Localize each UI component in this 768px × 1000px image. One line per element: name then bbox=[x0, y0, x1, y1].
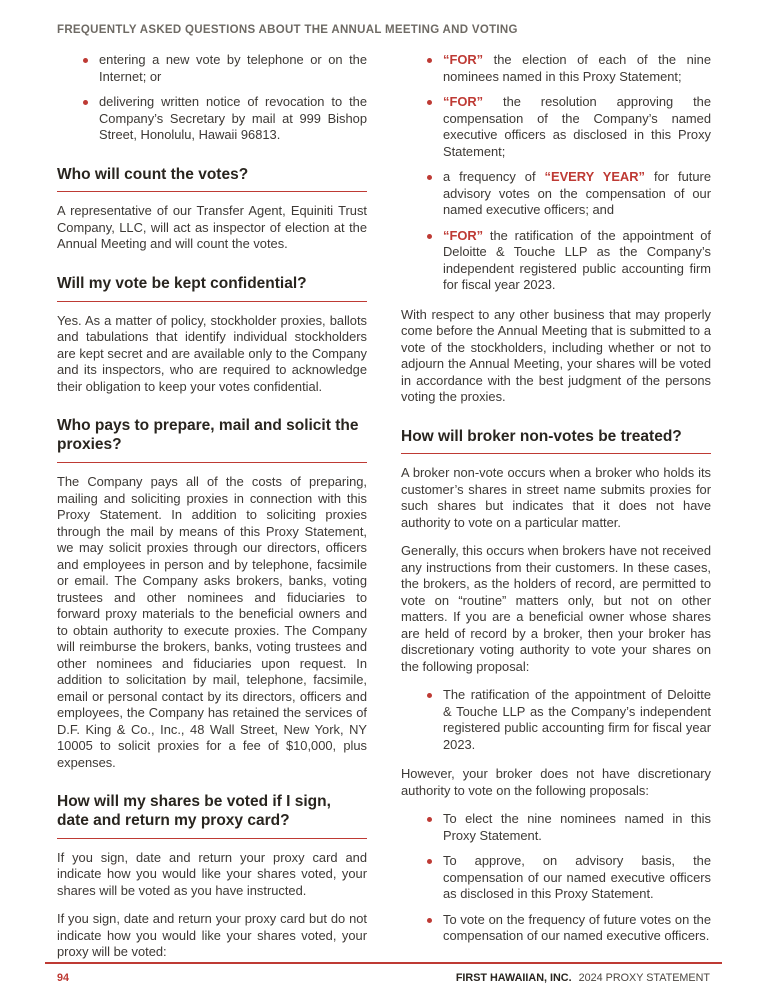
bullet-icon bbox=[427, 100, 432, 105]
bullet-icon bbox=[83, 100, 88, 105]
bullet-icon bbox=[427, 58, 432, 63]
bullet-item-text bbox=[443, 853, 711, 903]
bullet-item bbox=[57, 52, 367, 85]
bullet-item bbox=[401, 94, 711, 160]
paragraph bbox=[57, 850, 367, 900]
text-run: With respect to any other business that may properly come before the Annual Meeting that is submitted to a vote of the stockholders, including whether or not to adjourn the Annual Meeting, your shares will be voted in accordance with the best judgment of the persons voting the proxies. bbox=[401, 306, 711, 404]
text-run: However, your broker does not have discretionary authority to vote on the following proposals: bbox=[401, 766, 711, 798]
text-run: delivering written notice of revocation to the Company’s Secretary by mail at 999 Bishop Street, Honolulu, Hawaii 96813. bbox=[99, 94, 367, 142]
right-column bbox=[401, 52, 711, 958]
bullet-item bbox=[401, 853, 711, 903]
section-heading: Who pays to prepare, mail and solicit the proxies? bbox=[57, 417, 367, 463]
footer-doc-label: 2024 PROXY STATEMENT bbox=[578, 972, 710, 984]
bullet-item-text bbox=[99, 94, 367, 144]
bullet-item-text bbox=[443, 228, 711, 294]
footer-company-name: FIRST HAWAIIAN, INC. bbox=[455, 972, 572, 984]
text-run: the election of each of the nine nominees named in this Proxy Statement; bbox=[443, 52, 711, 84]
bullet-item-text bbox=[443, 912, 711, 945]
bullet-icon bbox=[427, 234, 432, 239]
text-run: entering a new vote by telephone or on the Internet; or bbox=[99, 52, 367, 84]
bullet-item bbox=[401, 811, 711, 844]
text-run: for future advisory votes on the compensation of our named executive officers; and bbox=[443, 169, 712, 217]
bullet-item bbox=[401, 169, 711, 219]
bullet-icon bbox=[427, 175, 432, 180]
emphasis-vote-keyword: “FOR” bbox=[443, 227, 484, 243]
paragraph bbox=[57, 911, 367, 961]
text-run: If you sign, date and return your proxy card and indicate how you would like your shares voted, your shares will be voted as you have instructed. bbox=[57, 849, 367, 898]
left-column bbox=[57, 52, 367, 973]
bullet-item bbox=[57, 94, 367, 144]
paragraph bbox=[401, 766, 711, 799]
bullet-icon bbox=[427, 859, 432, 864]
footer-doc-title bbox=[456, 972, 710, 984]
paragraph bbox=[401, 307, 711, 406]
paragraph bbox=[57, 474, 367, 771]
bullet-list bbox=[57, 52, 367, 144]
paragraph bbox=[401, 465, 711, 531]
bullet-item-text bbox=[443, 811, 711, 844]
emphasis-vote-keyword: “FOR” bbox=[443, 52, 484, 67]
bullet-icon bbox=[427, 918, 432, 923]
paragraph bbox=[57, 313, 367, 396]
text-run: the resolution approving the compensation of the Company’s named executive officers as disclosed in this Proxy Statement; bbox=[443, 94, 711, 159]
text-run: Yes. As a matter of policy, stockholder proxies, ballots and tabulations that identify individual stockholders are kept secret and are available only to the Company and its inspectors, who are required to acknowledge their obligation to keep your votes confidential. bbox=[57, 312, 367, 394]
bullet-icon bbox=[83, 58, 88, 63]
section-heading: Will my vote be kept confidential? bbox=[57, 275, 367, 302]
text-run: The ratification of the appointment of Deloitte & Touche LLP as the Company’s independent registered public accounting firm for fiscal year 2023. bbox=[443, 687, 711, 752]
bullet-icon bbox=[427, 817, 432, 822]
emphasis-vote-keyword: “EVERY YEAR” bbox=[544, 169, 645, 184]
paragraph bbox=[57, 203, 367, 253]
text-run: A broker non-vote occurs when a broker who holds its customer’s shares in street name submits proxies for such shares but indicates that it does not have authority to vote on a particular matter. bbox=[401, 465, 711, 530]
bullet-item-text bbox=[99, 52, 367, 85]
text-run: To elect the nine nominees named in this Proxy Statement. bbox=[443, 811, 711, 843]
text-run: the ratification of the appointment of Deloitte & Touche LLP as the Company’s independent registered public accounting firm for fiscal year 2023. bbox=[443, 227, 711, 292]
bullet-item-text bbox=[443, 687, 711, 753]
section-heading: How will broker non-votes be treated? bbox=[401, 428, 711, 455]
bullet-list bbox=[401, 687, 711, 753]
bullet-item bbox=[401, 228, 711, 294]
page-footer bbox=[45, 962, 722, 984]
bullet-list bbox=[401, 52, 711, 294]
text-run: The Company pays all of the costs of preparing, mailing and soliciting proxies in connection with this Proxy Statement. In addition to soliciting proxies through the mail by means of this Proxy Statement, we may solicit proxies through our directors, officers and employees in person and by telephone, facsimile or email. The Company asks brokers, banks, voting trustees and other nominees and fiduciaries to forward proxy materials to the beneficial owners and to obtain authority to execute proxies. The Company will reimburse the brokers, banks, voting trustees and other nominees and fiduciaries upon request. In addition to solicitation by mail, telephone, facsimile, email or personal contact by its directors, officers and employees, the Company has retained the services of D.F. King & Co., Inc., 48 Wall Street, New York, NY 10005 to solicit proxies for a fee of $10,000, plus expenses. bbox=[57, 474, 367, 770]
text-run: To approve, on advisory basis, the compensation of our named executive officers as disclosed in this Proxy Statement. bbox=[443, 853, 711, 902]
bullet-item-text bbox=[443, 52, 711, 85]
emphasis-vote-keyword: “FOR” bbox=[443, 94, 484, 109]
page-header-title: FREQUENTLY ASKED QUESTIONS ABOUT THE ANNUAL MEETING AND VOTING bbox=[57, 24, 518, 36]
paragraph bbox=[401, 543, 711, 675]
text-run: A representative of our Transfer Agent, Equiniti Trust Company, LLC, will act as inspector of election at the Annual Meeting and will count the votes. bbox=[57, 203, 367, 252]
bullet-item bbox=[401, 687, 711, 753]
text-run: a frequency of bbox=[443, 169, 545, 184]
bullet-icon bbox=[427, 693, 432, 698]
bullet-item-text bbox=[443, 94, 711, 160]
section-heading: How will my shares be voted if I sign, date and return my proxy card? bbox=[57, 793, 367, 839]
text-run: To vote on the frequency of future votes on the compensation of our named executive officers. bbox=[443, 911, 711, 944]
bullet-item bbox=[401, 52, 711, 85]
text-run: Generally, this occurs when brokers have not received any instructions from their customers. In these cases, the brokers, as the holders of record, are permitted to vote on “routine” matters only, but not on other matters. If you are a beneficial owner whose shares are held of record by a broker, then your broker has discretionary voting authority to vote your shares on the following proposal: bbox=[401, 543, 711, 674]
content-columns bbox=[57, 52, 711, 973]
page-number: 94 bbox=[57, 972, 70, 984]
bullet-list bbox=[401, 811, 711, 945]
bullet-item-text bbox=[443, 169, 711, 219]
bullet-item bbox=[401, 912, 711, 945]
section-heading: Who will count the votes? bbox=[57, 166, 367, 193]
text-run: If you sign, date and return your proxy card but do not indicate how you would like your shares voted, your proxy will be voted: bbox=[57, 911, 367, 960]
